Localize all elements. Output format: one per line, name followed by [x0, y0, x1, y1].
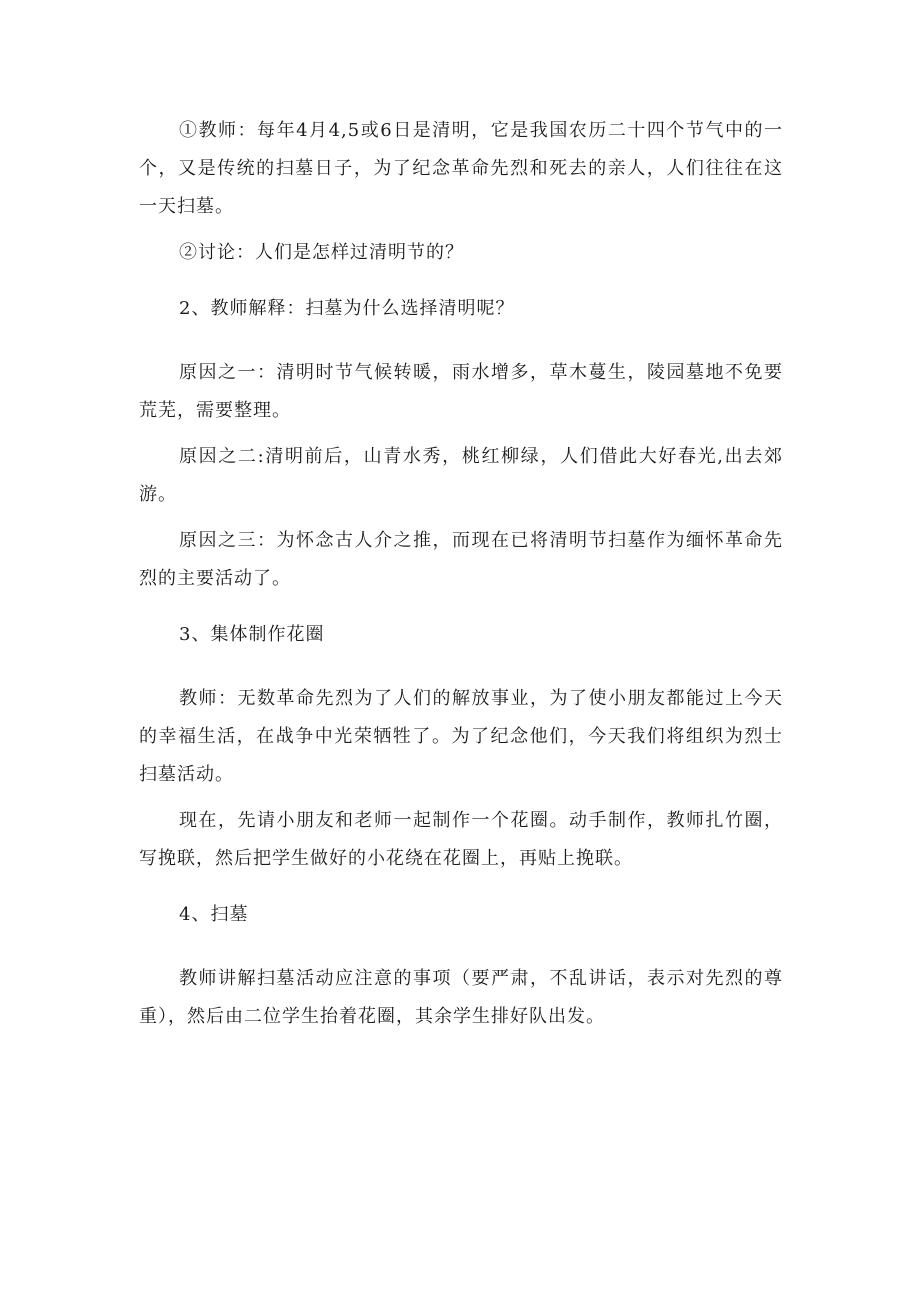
- paragraph-reason-2: 原因之二:清明前后，山青水秀，桃红柳绿，人们借此大好春光,出去郊游。: [139, 446, 783, 505]
- spacer: [139, 794, 783, 802]
- section-heading-4: 4、扫墓: [179, 904, 249, 925]
- spacer: [139, 654, 783, 680]
- paragraph-discussion: ②讨论：人们是怎样过清明节的？: [179, 242, 464, 263]
- spacer: [139, 514, 783, 522]
- spacer: [139, 226, 783, 234]
- document-page: [139, 112, 783, 1036]
- spacer: [139, 934, 783, 960]
- paragraph-tomb-sweeping: 教师讲解扫墓活动应注意的事项（要严肃，不乱讲话，表示对先烈的尊重），然后由二位学生抬着花圈，其余学生排好队出发。: [139, 968, 783, 1027]
- paragraph-teacher-speech: 教师：无数革命先烈为了人们的解放事业，为了使小朋友都能过上今天的幸福生活，在战争中光荣牺牲了。为了纪念他们，今天我们将组织为烈士扫墓活动。: [139, 688, 783, 785]
- spacer: [139, 878, 783, 896]
- paragraph-reason-1: 原因之一：清明时节气候转暖，雨水增多，草木蔓生，陵园墓地不免要荒芜，需要整理。: [139, 362, 783, 421]
- spacer: [139, 430, 783, 438]
- paragraph-make-wreath: 现在，先请小朋友和老师一起制作一个花圈。动手制作，教师扎竹圈，写挽联，然后把学生做好的小花绕在花圈上，再贴上挽联。: [139, 810, 783, 869]
- paragraph-reason-3: 原因之三：为怀念古人介之推，而现在已将清明节扫墓作为缅怀革命先烈的主要活动了。: [139, 530, 783, 589]
- spacer: [139, 328, 783, 354]
- section-heading-3: 3、集体制作花圈: [179, 624, 325, 645]
- spacer: [139, 598, 783, 616]
- paragraph-teacher-intro: ①教师：每年4月4,5或6日是清明，它是我国农历二十四个节气中的一个，又是传统的扫墓日子，为了纪念革命先烈和死去的亲人，人们往往在这一天扫墓。: [139, 120, 783, 217]
- spacer: [139, 272, 783, 290]
- section-heading-2: 2、教师解释：扫墓为什么选择清明呢？: [179, 298, 515, 319]
